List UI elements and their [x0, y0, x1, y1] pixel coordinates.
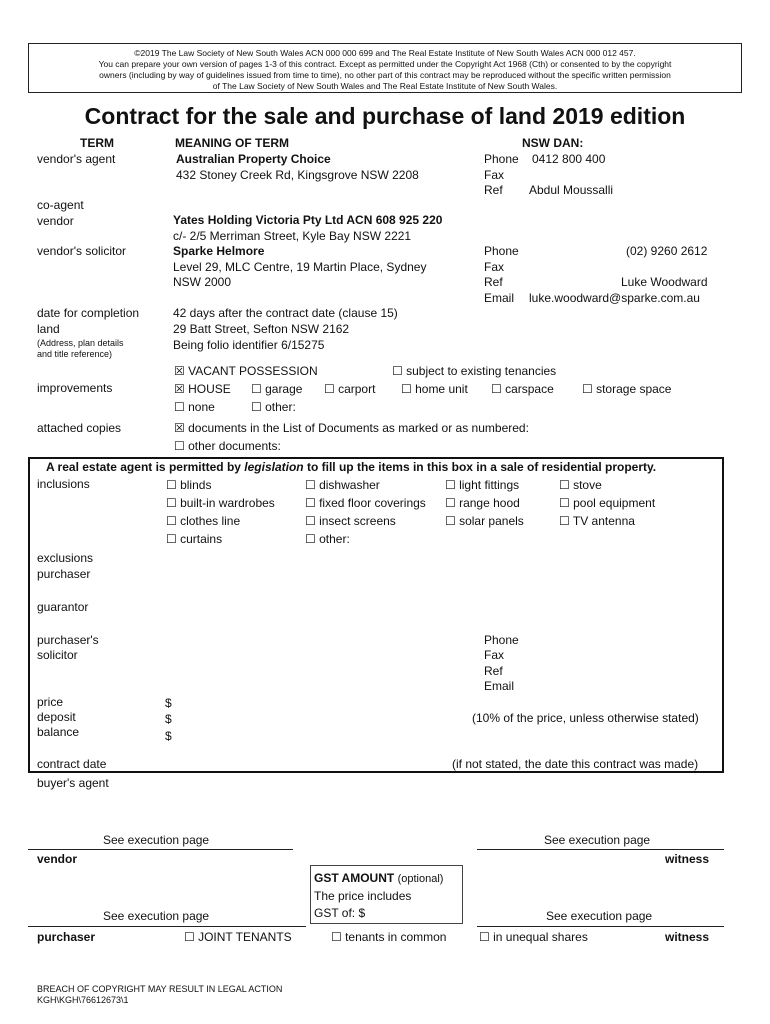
completion-value: 42 days after the contract date (clause 15) [173, 306, 398, 320]
vendors-agent-address: 432 Stoney Creek Rd, Kingsgrove NSW 2208 [176, 168, 419, 182]
vendors-solicitor-ref: Luke Woodward [621, 275, 708, 289]
purchaser-label: purchaser [37, 567, 91, 581]
term-column-header: TERM [80, 136, 114, 150]
copyright-line: You can prepare your own version of pages 1-3 of this contract. Except as permitted under the Copyright Act 1968 (Cth) or consented to by the copyright [98, 59, 672, 69]
fax-label: Fax [484, 648, 505, 662]
land-sublabel: (Address, plan details [37, 338, 124, 348]
guarantor-label: guarantor [37, 600, 89, 614]
garage-checkbox[interactable]: ☐ garage [251, 382, 303, 396]
carport-checkbox[interactable]: ☐ carport [324, 382, 376, 396]
vendors-agent-name: Australian Property Choice [176, 152, 331, 166]
vendor-signature-label: vendor [37, 852, 78, 866]
home-unit-checkbox[interactable]: ☐ home unit [401, 382, 468, 396]
deposit-dollar: $ [165, 712, 172, 726]
solar-panels-checkbox[interactable]: ☐ solar panels [445, 514, 524, 528]
storage-space-checkbox[interactable]: ☐ storage space [582, 382, 672, 396]
document-reference: KGH\KGH\76612673\1 [37, 995, 129, 1005]
house-checkbox[interactable]: ☒ HOUSE [174, 382, 231, 396]
fixed-floor-coverings-checkbox[interactable]: ☐ fixed floor coverings [305, 496, 426, 510]
balance-dollar: $ [165, 729, 172, 743]
gst-heading: GST AMOUNT (optional) [314, 871, 444, 885]
attached-copies-label: attached copies [37, 421, 122, 435]
land-sublabel: and title reference) [37, 349, 113, 359]
deposit-label: deposit [37, 710, 76, 724]
blinds-checkbox[interactable]: ☐ blinds [166, 478, 212, 492]
vendors-solicitor-label: vendor's solicitor [37, 244, 126, 258]
carspace-checkbox[interactable]: ☐ carspace [491, 382, 554, 396]
phone-label: Phone [484, 633, 519, 647]
vendor-witness-signature-line [477, 849, 724, 850]
vendors-agent-ref: Abdul Moussalli [529, 183, 614, 197]
price-dollar: $ [165, 696, 172, 710]
email-label: Email [484, 291, 515, 305]
joint-tenants-checkbox[interactable]: ☐ JOINT TENANTS [184, 930, 292, 944]
fax-label: Fax [484, 168, 505, 182]
tenants-in-common-checkbox[interactable]: ☐ tenants in common [331, 930, 447, 944]
purchaser-signature-label: purchaser [37, 930, 96, 944]
purchaser-witness-see-execution: See execution page [546, 909, 653, 923]
purchaser-witness-label: witness [665, 930, 710, 944]
agent-box-heading: A real estate agent is permitted by legislation to fill up the items in this box in a sale of residential property. [46, 460, 657, 474]
land-label: land [37, 322, 60, 336]
copyright-notice-box [28, 43, 742, 93]
light-fittings-checkbox[interactable]: ☐ light fittings [445, 478, 520, 492]
completion-label: date for completion [37, 306, 140, 320]
vendors-agent-label: vendor's agent [37, 152, 116, 166]
nsw-dan-header: NSW DAN: [522, 136, 584, 150]
vendor-see-execution: See execution page [103, 833, 210, 847]
vendor-witness-label: witness [665, 852, 710, 866]
curtains-checkbox[interactable]: ☐ curtains [166, 532, 223, 546]
contract-date-label: contract date [37, 757, 107, 771]
copyright-line: ©2019 The Law Society of New South Wales ACN 000 000 699 and The Real Estate Institute of New South Wales ACN 000 012 457. [134, 48, 636, 58]
improvements-label: improvements [37, 381, 113, 395]
copyright-line: owners (including by way of guidelines issued from time to time), no other part of this contract may be reproduced without the specific written permission [99, 70, 671, 80]
purchaser-signature-line [28, 926, 306, 927]
fax-label: Fax [484, 260, 505, 274]
phone-label: Phone [484, 244, 519, 258]
vendor-address: c/- 2/5 Merriman Street, Kyle Bay NSW 2221 [173, 229, 412, 243]
documents-checkbox[interactable]: ☒ documents in the List of Documents as marked or as numbered: [174, 421, 529, 435]
buyers-agent-label: buyer's agent [37, 776, 109, 790]
none-checkbox[interactable]: ☐ none [174, 400, 215, 414]
range-hood-checkbox[interactable]: ☐ range hood [445, 496, 520, 510]
vendor-name: Yates Holding Victoria Pty Ltd ACN 608 925 220 [173, 213, 443, 227]
email-label: Email [484, 679, 515, 693]
vendors-solicitor-address: Level 29, MLC Centre, 19 Martin Place, Sydney [173, 260, 427, 274]
inclusions-label: inclusions [37, 477, 90, 491]
breach-notice: BREACH OF COPYRIGHT MAY RESULT IN LEGAL ACTION [37, 984, 283, 994]
clothes-line-checkbox[interactable]: ☐ clothes line [166, 514, 241, 528]
ref-label: Ref [484, 664, 503, 678]
vendors-solicitor-email: luke.woodward@sparke.com.au [529, 291, 700, 305]
deposit-note: (10% of the price, unless otherwise stated) [472, 711, 699, 725]
other-inclusion-checkbox[interactable]: ☐ other: [305, 532, 350, 546]
other-documents-checkbox[interactable]: ☐ other documents: [174, 439, 281, 453]
land-address: 29 Batt Street, Sefton NSW 2162 [173, 322, 350, 336]
dishwasher-checkbox[interactable]: ☐ dishwasher [305, 478, 380, 492]
purchasers-solicitor-label: purchaser's [37, 633, 99, 647]
existing-tenancies-checkbox[interactable]: ☐ subject to existing tenancies [392, 364, 557, 378]
vendors-solicitor-address: NSW 2000 [173, 275, 232, 289]
co-agent-label: co-agent [37, 198, 84, 212]
vacant-possession-checkbox[interactable]: ☒ VACANT POSSESSION [174, 364, 318, 378]
gst-line: The price includes [314, 889, 412, 903]
contract-date-note: (if not stated, the date this contract was made) [452, 757, 699, 771]
other-improvement-checkbox[interactable]: ☐ other: [251, 400, 296, 414]
purchaser-witness-signature-line [477, 926, 724, 927]
unequal-shares-checkbox[interactable]: ☐ in unequal shares [479, 930, 588, 944]
vendors-solicitor-phone: (02) 9260 2612 [626, 244, 708, 258]
exclusions-label: exclusions [37, 551, 94, 565]
meaning-column-header: MEANING OF TERM [175, 136, 289, 150]
tv-antenna-checkbox[interactable]: ☐ TV antenna [559, 514, 635, 528]
page-title: Contract for the sale and purchase of land 2019 edition [84, 103, 686, 129]
balance-label: balance [37, 725, 80, 739]
land-folio: Being folio identifier 6/15275 [173, 338, 325, 352]
phone-label: Phone [484, 152, 519, 166]
vendor-signature-line [28, 849, 293, 850]
vendor-witness-see-execution: See execution page [544, 833, 651, 847]
purchaser-see-execution: See execution page [103, 909, 210, 923]
vendors-agent-phone: 0412 800 400 [532, 152, 606, 166]
price-label: price [37, 695, 64, 709]
ref-label: Ref [484, 275, 503, 289]
vendor-label: vendor [37, 214, 74, 228]
vendors-solicitor-name: Sparke Helmore [173, 244, 265, 258]
purchasers-solicitor-label: solicitor [37, 648, 78, 662]
built-in-wardrobes-checkbox[interactable]: ☐ built-in wardrobes [166, 496, 275, 510]
gst-line: GST of: $ [314, 906, 366, 920]
ref-label: Ref [484, 183, 503, 197]
insect-screens-checkbox[interactable]: ☐ insect screens [305, 514, 396, 528]
pool-equipment-checkbox[interactable]: ☐ pool equipment [559, 496, 656, 510]
copyright-line: of The Law Society of New South Wales and The Real Estate Institute of New South Wales. [212, 81, 558, 91]
stove-checkbox[interactable]: ☐ stove [559, 478, 602, 492]
